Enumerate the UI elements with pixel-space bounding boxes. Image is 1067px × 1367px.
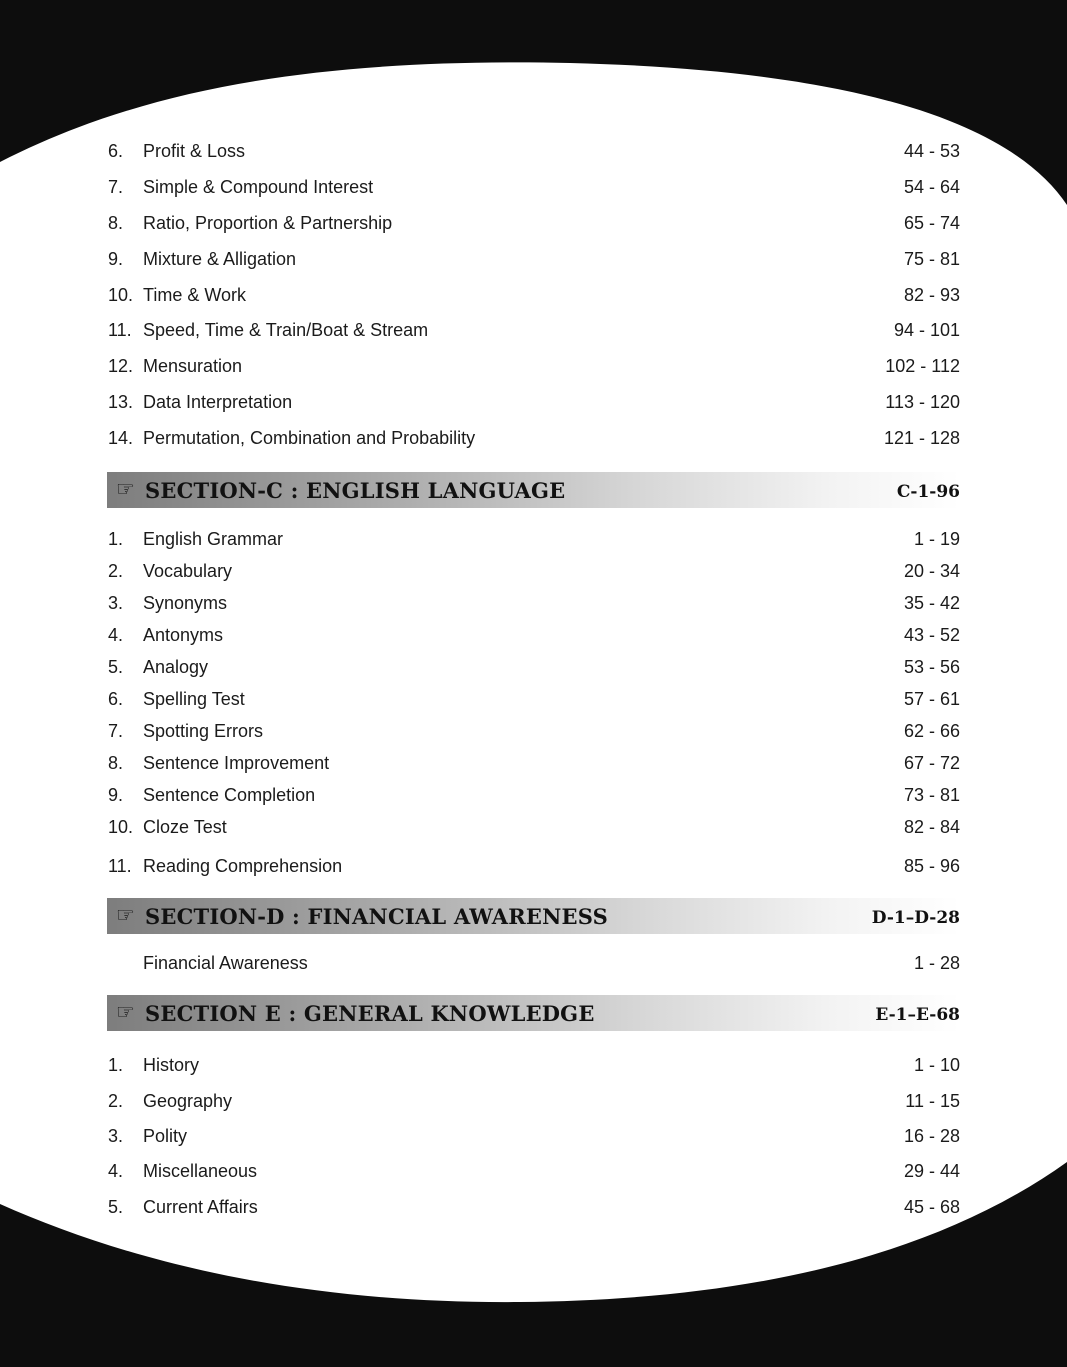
toc-entry[interactable] (107, 686, 960, 714)
toc-entry[interactable] (107, 526, 960, 554)
entry-pages: 82 - 84 (903, 817, 960, 837)
entry-pages: 53 - 56 (903, 657, 960, 677)
toc-entry[interactable] (107, 853, 960, 881)
entry-number: 6. (108, 141, 124, 161)
entry-title: Mensuration (143, 356, 243, 376)
entry-pages: 44 - 53 (903, 141, 960, 161)
entry-title: Synonyms (143, 593, 228, 613)
pointing-hand-icon: ☞ (116, 1000, 135, 1024)
toc-entry[interactable] (107, 174, 960, 202)
toc-entry[interactable] (107, 750, 960, 778)
toc-entry[interactable] (107, 1123, 960, 1151)
toc-entry[interactable] (107, 718, 960, 746)
entry-number: 1. (108, 529, 124, 549)
entry-title: Speed, Time & Train/Boat & Stream (143, 320, 429, 340)
entry-title: English Grammar (143, 529, 284, 549)
entry-number: 2. (108, 1091, 124, 1111)
entry-number: 14. (108, 428, 134, 448)
entry-pages: 85 - 96 (903, 856, 960, 876)
entry-pages: 121 - 128 (883, 428, 960, 448)
toc-entry[interactable] (107, 1194, 960, 1222)
entry-pages: 82 - 93 (903, 285, 960, 305)
entry-number: 4. (108, 1161, 124, 1181)
entry-title: Sentence Completion (143, 785, 316, 805)
entry-number: 7. (108, 721, 124, 741)
toc-entry[interactable] (107, 950, 960, 978)
entry-pages: 67 - 72 (903, 753, 960, 773)
toc-entry[interactable] (107, 1158, 960, 1186)
entry-pages: 11 - 15 (905, 1091, 960, 1111)
entry-title: Antonyms (143, 625, 224, 645)
entry-number: 8. (108, 213, 124, 233)
entry-pages: 102 - 112 (885, 356, 960, 376)
section-title: SECTION E : GENERAL KNOWLEDGE (145, 1001, 595, 1026)
section-e-header[interactable] (107, 995, 960, 1031)
entry-pages: 43 - 52 (903, 625, 960, 645)
entry-number: 6. (108, 689, 124, 709)
entry-pages: 73 - 81 (903, 785, 960, 805)
entry-title: Cloze Test (143, 817, 227, 837)
entry-pages: 62 - 66 (903, 721, 960, 741)
toc-entry[interactable] (107, 590, 960, 618)
section-c-header[interactable] (107, 472, 960, 508)
entry-title: Spelling Test (143, 689, 245, 709)
toc-entry[interactable] (107, 782, 960, 810)
toc-entry[interactable] (107, 389, 960, 417)
entry-number: 7. (108, 177, 124, 197)
entry-title: Spotting Errors (143, 721, 264, 741)
entry-number: 5. (108, 1197, 124, 1217)
entry-number: 9. (108, 785, 124, 805)
toc-entry[interactable] (107, 246, 960, 274)
toc-entry[interactable] (107, 138, 960, 166)
toc-entry[interactable] (107, 210, 960, 238)
toc-entry[interactable] (107, 1088, 960, 1116)
entry-pages: 57 - 61 (903, 689, 960, 709)
section-title: SECTION-C : ENGLISH LANGUAGE (145, 478, 566, 503)
entry-number: 9. (108, 249, 124, 269)
entry-pages: 113 - 120 (885, 392, 960, 412)
entry-number: 4. (108, 625, 124, 645)
entry-title: Time & Work (143, 285, 247, 305)
entry-number: 11. (108, 320, 132, 340)
entry-number: 10. (108, 285, 134, 305)
section-page-range: C-1-96 (896, 482, 960, 502)
entry-title: Data Interpretation (143, 392, 293, 412)
toc-entry[interactable] (107, 622, 960, 650)
toc-entry[interactable] (107, 353, 960, 381)
entry-title: Vocabulary (143, 561, 233, 581)
entry-title: History (143, 1055, 200, 1075)
entry-pages: 29 - 44 (903, 1161, 960, 1181)
bottom-black-swoosh (0, 1162, 1067, 1367)
entry-number: 5. (108, 657, 124, 677)
section-page-range: D-1–D-28 (871, 908, 960, 928)
section-d-header[interactable] (107, 898, 960, 934)
entry-title: Ratio, Proportion & Partnership (143, 213, 393, 233)
entry-number: 3. (108, 1126, 124, 1146)
toc-entry[interactable] (107, 425, 960, 453)
entry-pages: 1 - 28 (913, 953, 960, 973)
entry-title: Mixture & Alligation (143, 249, 297, 269)
entry-pages: 35 - 42 (903, 593, 960, 613)
section-page-range: E-1–E-68 (875, 1005, 960, 1025)
entry-number: 2. (108, 561, 124, 581)
entry-title: Simple & Compound Interest (143, 177, 374, 197)
entry-pages: 20 - 34 (903, 561, 960, 581)
pointing-hand-icon: ☞ (116, 477, 135, 501)
entry-title: Current Affairs (143, 1197, 258, 1217)
entry-title: Miscellaneous (143, 1161, 258, 1181)
entry-pages: 1 - 19 (913, 529, 960, 549)
entry-number: 10. (108, 817, 134, 837)
toc-entry[interactable] (107, 654, 960, 682)
entry-number: 12. (108, 356, 134, 376)
entry-number: 3. (108, 593, 124, 613)
entry-number: 11. (108, 856, 132, 876)
entry-pages: 75 - 81 (903, 249, 960, 269)
entry-pages: 94 - 101 (893, 320, 960, 340)
entry-number: 13. (108, 392, 134, 412)
entry-title: Permutation, Combination and Probability (143, 428, 476, 448)
entry-pages: 1 - 10 (913, 1055, 960, 1075)
section-title: SECTION-D : FINANCIAL AWARENESS (145, 904, 608, 929)
toc-entry[interactable] (107, 814, 960, 842)
entry-title: Financial Awareness (143, 953, 308, 973)
entry-title: Sentence Improvement (143, 753, 330, 773)
entry-pages: 45 - 68 (903, 1197, 960, 1217)
entry-title: Geography (143, 1091, 233, 1111)
entry-pages: 65 - 74 (903, 213, 960, 233)
pointing-hand-icon: ☞ (116, 903, 135, 927)
entry-number: 1. (108, 1055, 124, 1075)
toc-entry[interactable] (107, 282, 960, 310)
entry-title: Reading Comprehension (143, 856, 343, 876)
entry-pages: 16 - 28 (903, 1126, 960, 1146)
entry-title: Analogy (143, 657, 209, 677)
entry-pages: 54 - 64 (903, 177, 960, 197)
toc-entry[interactable] (107, 317, 960, 345)
entry-title: Polity (143, 1126, 188, 1146)
toc-entry[interactable] (107, 1052, 960, 1080)
entry-number: 8. (108, 753, 124, 773)
entry-title: Profit & Loss (143, 141, 246, 161)
toc-entry[interactable] (107, 558, 960, 586)
